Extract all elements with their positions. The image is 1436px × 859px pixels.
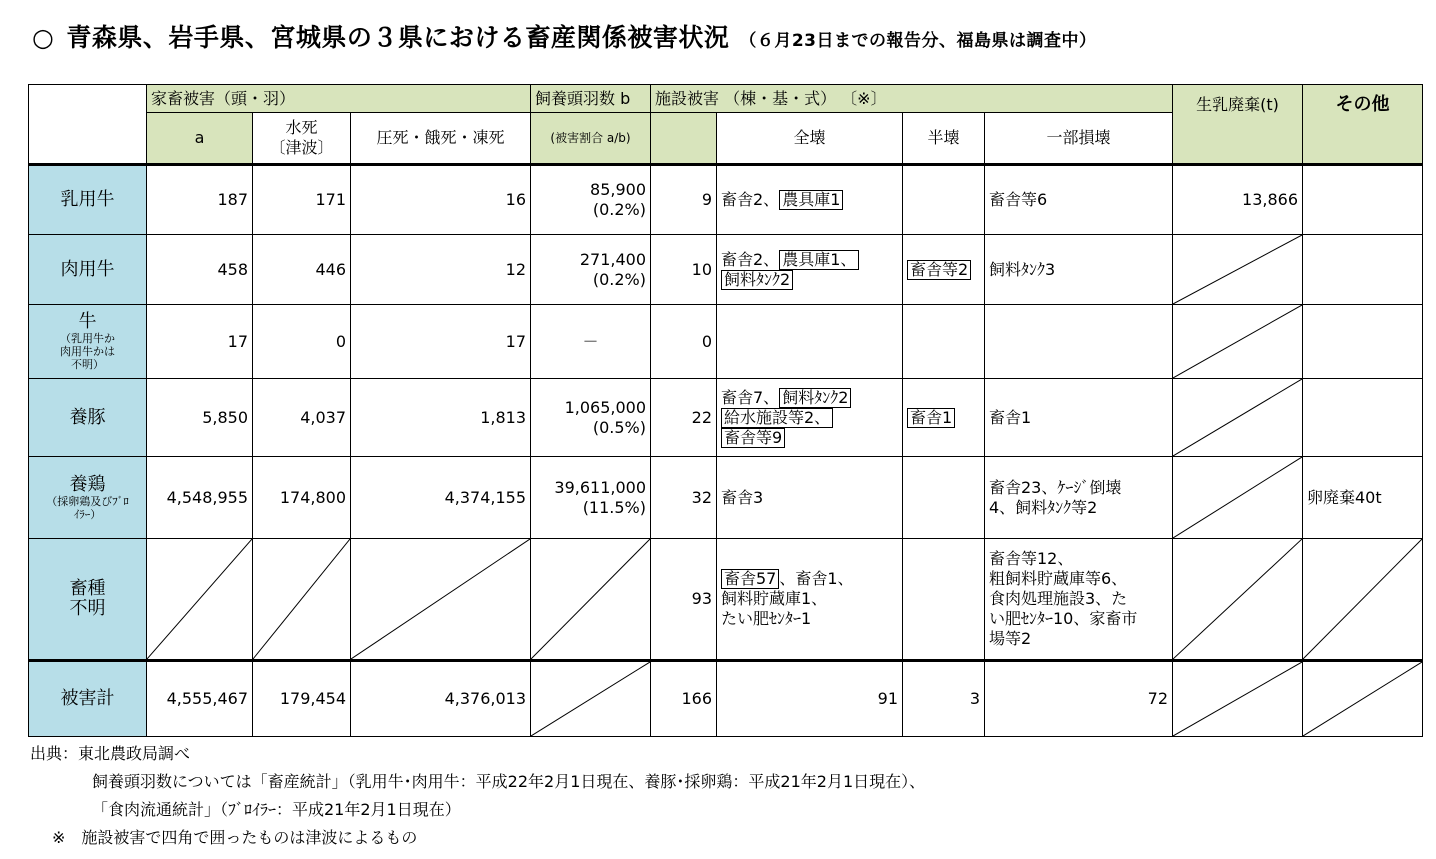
total-crush: 4,376,013	[351, 661, 531, 737]
cell-drown: 171	[253, 165, 351, 235]
cell-crush: 1,813	[351, 379, 531, 457]
total-facility-count: 166	[651, 661, 717, 737]
cell-a: 187	[147, 165, 253, 235]
tsunami-box: 畜舎1	[907, 408, 955, 428]
table-row	[29, 379, 1423, 457]
cell-milk-slash	[1173, 379, 1303, 457]
cell-ichibu: 畜舎23、ｹｰｼﾞ倒壊 4、飼料ﾀﾝｸ等2	[985, 457, 1173, 539]
total-feed-slash	[531, 661, 651, 737]
header-drowning	[253, 113, 351, 165]
total-row	[29, 661, 1423, 737]
cell-a: 458	[147, 235, 253, 305]
cell-hankai	[903, 305, 985, 379]
cell-crush: 12	[351, 235, 531, 305]
cell-zenkai: 畜舎7、 飼料ﾀﾝｸ2 給水施設等2、 畜舎等9	[717, 379, 903, 457]
table-row	[29, 235, 1423, 305]
tsunami-box: 飼料ﾀﾝｸ2	[779, 388, 851, 408]
cell-feed: 1,065,000 (0.5%)	[531, 379, 651, 457]
circle-mark: ○	[32, 23, 55, 52]
cell-feed-slash	[531, 539, 651, 661]
header-ratio: (被害割合 a/b)	[531, 113, 651, 165]
cell-facility-count: 32	[651, 457, 717, 539]
cell-ichibu: 畜舎等12、 粗飼料貯蔵庫等6、 食肉処理施設3、た い肥ｾﾝﾀｰ10、家畜市 場等2	[985, 539, 1173, 661]
row-label: 肉用牛	[29, 235, 147, 305]
row-label: 乳用牛	[29, 165, 147, 235]
cell-a: 4,548,955	[147, 457, 253, 539]
total-drown: 179,454	[253, 661, 351, 737]
cell-zenkai: 畜舎3	[717, 457, 903, 539]
cell-other: 卵廃棄40t	[1303, 457, 1423, 539]
cell-a: 17	[147, 305, 253, 379]
cell-feed: －	[531, 305, 651, 379]
cell-hankai	[903, 379, 985, 457]
header-feeding-count: 飼養頭羽数 b	[531, 85, 651, 113]
cell-facility-count: 10	[651, 235, 717, 305]
cell-zenkai	[717, 305, 903, 379]
table-row	[29, 457, 1423, 539]
header-drowning-l2: 〔津波〕	[269, 138, 334, 157]
header-facility-count	[651, 113, 717, 165]
cell-ichibu: 畜舎1	[985, 379, 1173, 457]
total-a: 4,555,467	[147, 661, 253, 737]
cell-feed: 85,900 (0.2%)	[531, 165, 651, 235]
cell-milk-slash	[1173, 235, 1303, 305]
cell-ichibu	[985, 305, 1173, 379]
cell-facility-count: 22	[651, 379, 717, 457]
title-sub: （６月23日までの報告分、福島県は調査中）	[739, 31, 1097, 51]
cell-zenkai: 畜舎2、 農具庫1	[717, 165, 903, 235]
total-zenkai: 91	[717, 661, 903, 737]
tsunami-box: 畜舎等9	[721, 428, 785, 448]
note-source: 出典：東北農政局調べ	[30, 744, 191, 763]
cell-other	[1303, 379, 1423, 457]
tsunami-box: 畜舎57	[721, 569, 779, 589]
header-drowning-l1: 水死	[285, 118, 318, 137]
cell-milk: 13,866	[1173, 165, 1303, 235]
tsunami-box: 農具庫1	[779, 190, 843, 210]
note-tsunami: ※ 施設被害で四角で囲ったものは津波によるもの	[52, 828, 418, 847]
cell-crush: 17	[351, 305, 531, 379]
header-row-1	[29, 85, 1423, 113]
header-col-a: a	[147, 113, 253, 165]
cell-drown: 0	[253, 305, 351, 379]
cell-drown: 4,037	[253, 379, 351, 457]
cell-hankai	[903, 165, 985, 235]
cell-drown-slash	[253, 539, 351, 661]
row-label: 牛 （乳用牛か 肉用牛かは 不明）	[29, 305, 147, 379]
cell-milk-slash	[1173, 457, 1303, 539]
cell-ichibu: 飼料ﾀﾝｸ3	[985, 235, 1173, 305]
cell-crush: 4,374,155	[351, 457, 531, 539]
table-row	[29, 165, 1423, 235]
cell-facility-count: 0	[651, 305, 717, 379]
cell-facility-count: 93	[651, 539, 717, 661]
cell-crush-slash	[351, 539, 531, 661]
tsunami-box: 畜舎等2	[907, 260, 971, 280]
table-row	[29, 539, 1423, 661]
row-label: 養鶏 （採卵鶏及びﾌﾞﾛ ｲﾗｰ）	[29, 457, 147, 539]
title-main: 青森県、岩手県、宮城県の３県における畜産関係被害状況	[66, 23, 730, 52]
header-other: その他	[1303, 85, 1423, 165]
cell-other	[1303, 165, 1423, 235]
cell-zenkai: 畜舎2、 農具庫1、 飼料ﾀﾝｸ2	[717, 235, 903, 305]
note-meat-stats: 「食肉流通統計」（ﾌﾞﾛｲﾗｰ：平成21年2月1日現在）	[92, 800, 461, 819]
total-milk-slash	[1173, 661, 1303, 737]
total-other-slash	[1303, 661, 1423, 737]
page-title	[32, 18, 1097, 54]
cell-other	[1303, 235, 1423, 305]
cell-a: 5,850	[147, 379, 253, 457]
cell-milk-slash	[1173, 305, 1303, 379]
row-label: 養豚	[29, 379, 147, 457]
cell-other-slash	[1303, 539, 1423, 661]
tsunami-box: 飼料ﾀﾝｸ2	[721, 270, 793, 290]
header-partial-damage: 一部損壊	[985, 113, 1173, 165]
header-total-destroyed: 全壊	[717, 113, 903, 165]
note-feeding-stats: 飼養頭羽数については「畜産統計」（乳用牛･肉用牛：平成22年2月1日現在、養豚･採卵鶏：平成21年2月1日現在）、	[92, 772, 926, 791]
row-label: 畜種 不明	[29, 539, 147, 661]
header-livestock-damage: 家畜被害（頭・羽）	[147, 85, 531, 113]
tsunami-box: 農具庫1、	[779, 250, 859, 270]
header-corner	[29, 85, 147, 165]
cell-hankai	[903, 539, 985, 661]
total-hankai: 3	[903, 661, 985, 737]
cell-zenkai: 畜舎57 、畜舎1、 飼料貯蔵庫1、 たい肥ｾﾝﾀｰ1	[717, 539, 903, 661]
header-facility-damage: 施設被害 （棟・基・式） 〔※〕	[651, 85, 1173, 113]
cell-drown: 174,800	[253, 457, 351, 539]
cell-drown: 446	[253, 235, 351, 305]
cell-crush: 16	[351, 165, 531, 235]
table-row	[29, 305, 1423, 379]
cell-feed: 271,400 (0.2%)	[531, 235, 651, 305]
cell-facility-count: 9	[651, 165, 717, 235]
header-crush: 圧死・餓死・凍死	[351, 113, 531, 165]
header-half-destroyed: 半壊	[903, 113, 985, 165]
cell-ichibu: 畜舎等6	[985, 165, 1173, 235]
total-ichibu: 72	[985, 661, 1173, 737]
damage-table	[28, 84, 1423, 737]
cell-a-slash	[147, 539, 253, 661]
row-label: 被害計	[29, 661, 147, 737]
header-milk-disposal: 生乳廃棄(t)	[1173, 85, 1303, 165]
cell-feed: 39,611,000 (11.5%)	[531, 457, 651, 539]
cell-hankai	[903, 235, 985, 305]
footnotes	[30, 740, 925, 852]
cell-other	[1303, 305, 1423, 379]
cell-hankai	[903, 457, 985, 539]
tsunami-box: 給水施設等2、	[721, 408, 833, 428]
cell-milk-slash	[1173, 539, 1303, 661]
